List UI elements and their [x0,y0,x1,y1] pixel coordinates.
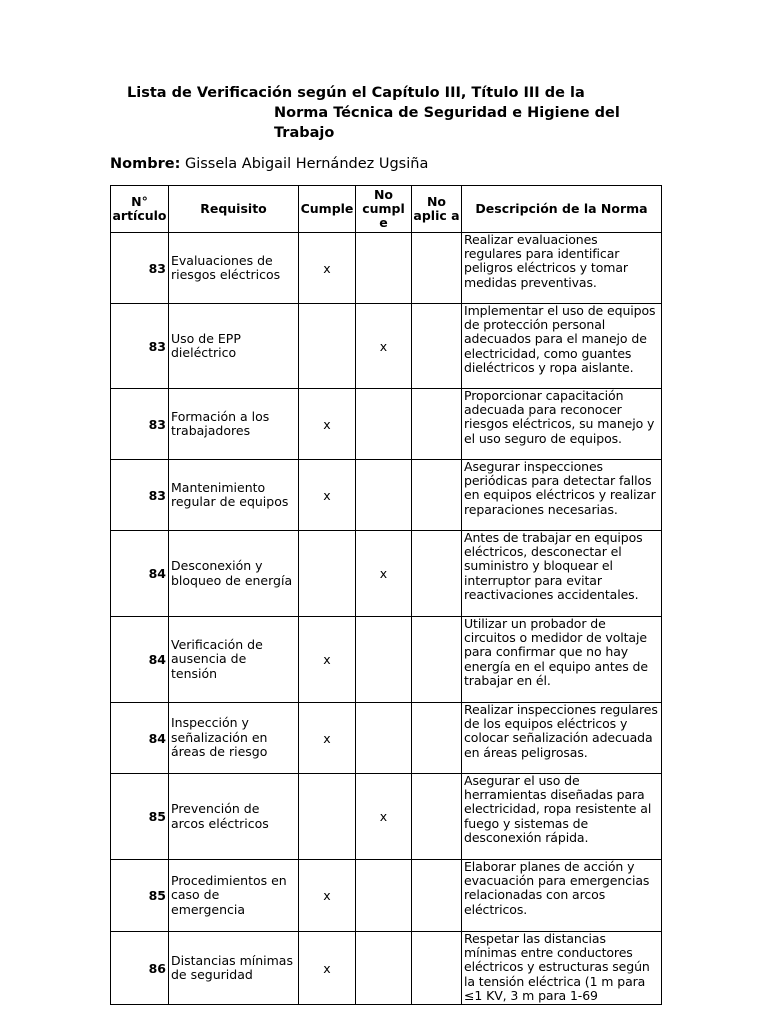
header-no-cumple: No cumpl e [356,186,412,233]
norm-description: Respetar las distancias mínimas entre conductores eléctricos y estructuras según la tensión eléctrica (1 m para ≤1 KV, 3 m para 1-69 [462,932,662,1005]
name-label: Nombre: [110,156,181,172]
norm-description: Elaborar planes de acción y evacuación para emergencias relacionadas con arcos eléctricos. [462,860,662,932]
norm-description: Proporcionar capacitación adecuada para reconocer riesgos eléctricos, su manejo y el uso seguro de equipos. [462,389,662,460]
requirement: Inspección y señalización en áreas de riesgo [169,703,299,774]
norm-description: Implementar el uso de equipos de protección personal adecuados para el manejo de electricidad, como guantes dieléctricos y ropa aislante. [462,304,662,389]
table-row [111,774,662,860]
table-row [111,389,662,460]
norm-description: Asegurar el uso de herramientas diseñadas para electricidad, ropa resistente al fuego y sistemas de desconexión rápida. [462,774,662,860]
requirement: Prevención de arcos eléctricos [169,774,299,860]
article-number: 83 [111,233,169,304]
no-aplica-mark [412,233,462,304]
norm-description: Realizar inspecciones regulares de los equipos eléctricos y colocar señalización adecuada en áreas peligrosas. [462,703,662,774]
cumple-mark: x [299,233,356,304]
article-number: 83 [111,304,169,389]
requirement: Evaluaciones de riesgos eléctricos [169,233,299,304]
no-aplica-mark [412,774,462,860]
title-line-1: Lista de Verificación según el Capítulo III, Título III de la [127,85,585,101]
header-cumple: Cumple [299,186,356,233]
no-cumple-mark: x [356,774,412,860]
title-line-2: Norma Técnica de Seguridad e Higiene del [274,105,620,121]
cumple-mark: x [299,460,356,531]
article-number: 84 [111,531,169,617]
norm-description: Asegurar inspecciones periódicas para detectar fallos en equipos eléctricos y realizar reparaciones necesarias. [462,460,662,531]
table-row [111,304,662,389]
norm-description: Antes de trabajar en equipos eléctricos, desconectar el suministro y bloquear el interruptor para evitar reactivaciones accidentales. [462,531,662,617]
table-row [111,932,662,1005]
article-number: 86 [111,932,169,1005]
header-requisito: Requisito [169,186,299,233]
no-aplica-mark [412,389,462,460]
no-cumple-mark [356,703,412,774]
header-num: N° artículo [111,186,169,233]
cumple-mark: x [299,617,356,703]
table-header-row [111,186,662,233]
document-title [127,83,687,143]
requirement: Mantenimiento regular de equipos [169,460,299,531]
header-no-aplica: No aplic a [412,186,462,233]
table-row [111,860,662,932]
article-number: 84 [111,703,169,774]
article-number: 83 [111,460,169,531]
table-row [111,531,662,617]
no-aplica-mark [412,703,462,774]
name-value: Gissela Abigail Hernández Ugsiña [184,156,429,172]
cumple-mark [299,304,356,389]
requirement: Desconexión y bloqueo de energía [169,531,299,617]
title-line-3: Trabajo [274,125,335,141]
requirement: Procedimientos en caso de emergencia [169,860,299,932]
table-row [111,233,662,304]
no-cumple-mark [356,860,412,932]
header-descripcion: Descripción de la Norma [462,186,662,233]
cumple-mark: x [299,703,356,774]
name-line [110,155,428,173]
table-row [111,703,662,774]
requirement: Distancias mínimas de seguridad [169,932,299,1005]
requirement: Formación a los trabajadores [169,389,299,460]
no-aplica-mark [412,304,462,389]
article-number: 84 [111,617,169,703]
norm-description: Realizar evaluaciones regulares para identificar peligros eléctricos y tomar medidas preventivas. [462,233,662,304]
no-aplica-mark [412,860,462,932]
cumple-mark: x [299,389,356,460]
norm-description: Utilizar un probador de circuitos o medidor de voltaje para confirmar que no hay energía en el equipo antes de trabajar en él. [462,617,662,703]
no-cumple-mark: x [356,531,412,617]
cumple-mark: x [299,860,356,932]
no-cumple-mark [356,389,412,460]
table-row [111,617,662,703]
verification-table [110,185,662,1005]
requirement: Uso de EPP dieléctrico [169,304,299,389]
no-cumple-mark [356,932,412,1005]
no-aplica-mark [412,531,462,617]
cumple-mark: x [299,932,356,1005]
cumple-mark [299,774,356,860]
requirement: Verificación de ausencia de tensión [169,617,299,703]
no-cumple-mark: x [356,304,412,389]
table-row [111,460,662,531]
no-aplica-mark [412,617,462,703]
no-cumple-mark [356,617,412,703]
article-number: 83 [111,389,169,460]
article-number: 85 [111,860,169,932]
no-cumple-mark [356,460,412,531]
cumple-mark [299,531,356,617]
article-number: 85 [111,774,169,860]
no-aplica-mark [412,460,462,531]
no-aplica-mark [412,932,462,1005]
no-cumple-mark [356,233,412,304]
